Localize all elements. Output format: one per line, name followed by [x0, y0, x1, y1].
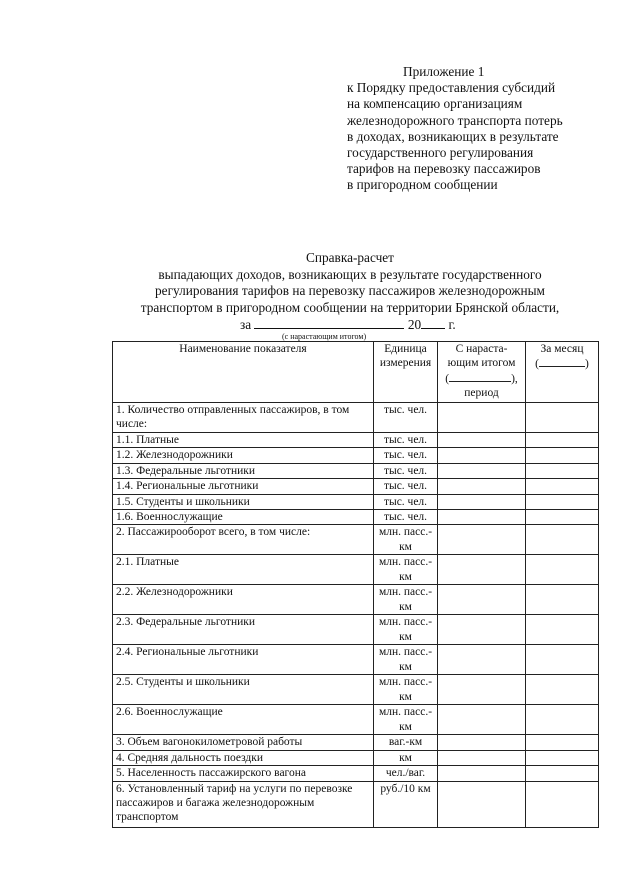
year-blank — [421, 316, 445, 329]
row-cumulative-value[interactable] — [438, 645, 526, 675]
appendix-line: тарифов на перевозку пассажиров — [347, 161, 541, 177]
appendix-line: к Порядку предоставления субсидий — [347, 80, 556, 96]
row-month-value[interactable] — [526, 494, 599, 509]
row-month-value[interactable] — [526, 705, 599, 735]
row-name: 2.4. Региональные льготники — [113, 645, 374, 675]
title-line: транспортом в пригородном сообщении на территории Брянской области, — [140, 299, 560, 315]
period-blank — [254, 316, 404, 329]
row-cumulative-value[interactable] — [438, 781, 526, 827]
row-name: 5. Населенность пассажирского вагона — [113, 766, 374, 781]
row-name: 2.3. Федеральные льготники — [113, 615, 374, 645]
period-year: 20 — [407, 317, 422, 332]
table-row — [113, 525, 599, 555]
data-table — [112, 341, 599, 828]
table-row — [113, 750, 599, 765]
row-month-value[interactable] — [526, 510, 599, 525]
period-line — [240, 316, 456, 333]
row-month-value[interactable] — [526, 585, 599, 615]
row-unit: млн. пасс.-км — [374, 645, 438, 675]
row-cumulative-value[interactable] — [438, 615, 526, 645]
row-unit: тыс. чел. — [374, 448, 438, 463]
row-month-value[interactable] — [526, 781, 599, 827]
row-cumulative-value[interactable] — [438, 448, 526, 463]
row-unit: тыс. чел. — [374, 463, 438, 478]
row-unit: млн. пасс.-км — [374, 585, 438, 615]
row-name: 3. Объем вагонокилометровой работы — [113, 735, 374, 750]
row-unit: чел./ваг. — [374, 766, 438, 781]
row-name: 6. Установленный тариф на услуги по перевозке пассажиров и багажа железнодорожным транспортом — [113, 781, 374, 827]
row-month-value[interactable] — [526, 525, 599, 555]
row-name: 2.5. Студенты и школьники — [113, 675, 374, 705]
row-month-value[interactable] — [526, 645, 599, 675]
row-month-value[interactable] — [526, 463, 599, 478]
header-month: За месяц ( ) — [526, 342, 599, 403]
table-row — [113, 735, 599, 750]
table-row — [113, 615, 599, 645]
row-name: 4. Средняя дальность поездки — [113, 750, 374, 765]
title-line: Справка-расчет — [306, 250, 394, 265]
period-prefix: за — [240, 317, 252, 332]
row-month-value[interactable] — [526, 735, 599, 750]
row-unit: тыс. чел. — [374, 494, 438, 509]
table-row — [113, 675, 599, 705]
appendix-block — [347, 64, 627, 194]
row-cumulative-value[interactable] — [438, 463, 526, 478]
row-unit: тыс. чел. — [374, 479, 438, 494]
row-name: 2.1. Платные — [113, 555, 374, 585]
period-suffix: г. — [448, 317, 456, 332]
document-title — [100, 250, 600, 316]
table-row — [113, 705, 599, 735]
table-row — [113, 463, 599, 478]
row-month-value[interactable] — [526, 615, 599, 645]
row-name: 1. Количество отправленных пассажиров, в том числе: — [113, 403, 374, 433]
row-cumulative-value[interactable] — [438, 479, 526, 494]
row-unit: млн. пасс.-км — [374, 705, 438, 735]
table-row — [113, 479, 599, 494]
table-row — [113, 433, 599, 448]
table-row — [113, 781, 599, 827]
row-cumulative-value[interactable] — [438, 675, 526, 705]
table-row — [113, 585, 599, 615]
row-unit: руб./10 км — [374, 781, 438, 827]
table-row — [113, 403, 599, 433]
header-name: Наименование показателя — [113, 342, 374, 403]
row-unit: млн. пасс.-км — [374, 555, 438, 585]
row-name: 1.4. Региональные льготники — [113, 479, 374, 494]
row-cumulative-value[interactable] — [438, 433, 526, 448]
row-cumulative-value[interactable] — [438, 766, 526, 781]
title-line: регулирования тарифов на перевозку пассажиров железнодорожным — [155, 283, 545, 298]
row-cumulative-value[interactable] — [438, 735, 526, 750]
appendix-line: государственного регулирования — [347, 145, 534, 161]
row-month-value[interactable] — [526, 479, 599, 494]
row-unit: тыс. чел. — [374, 510, 438, 525]
row-name: 1.1. Платные — [113, 433, 374, 448]
row-name: 1.2. Железнодорожники — [113, 448, 374, 463]
table-row — [113, 766, 599, 781]
row-cumulative-value[interactable] — [438, 705, 526, 735]
row-month-value[interactable] — [526, 766, 599, 781]
table-row — [113, 645, 599, 675]
row-name: 1.6. Военнослужащие — [113, 510, 374, 525]
table-row — [113, 510, 599, 525]
table-row — [113, 494, 599, 509]
row-unit: тыс. чел. — [374, 403, 438, 433]
row-cumulative-value[interactable] — [438, 750, 526, 765]
header-unit: Единица измерения — [374, 342, 438, 403]
table-row — [113, 448, 599, 463]
row-name: 2. Пассажирооборот всего, в том числе: — [113, 525, 374, 555]
appendix-line: в пригородном сообщении — [347, 177, 498, 193]
row-name: 1.5. Студенты и школьники — [113, 494, 374, 509]
row-cumulative-value[interactable] — [438, 510, 526, 525]
row-unit: тыс. чел. — [374, 433, 438, 448]
row-month-value[interactable] — [526, 750, 599, 765]
row-month-value[interactable] — [526, 555, 599, 585]
row-name: 2.2. Железнодорожники — [113, 585, 374, 615]
appendix-line: железнодорожного транспорта потерь — [347, 112, 563, 128]
row-cumulative-value[interactable] — [438, 494, 526, 509]
row-name: 2.6. Военнослужащие — [113, 705, 374, 735]
row-unit: млн. пасс.-км — [374, 675, 438, 705]
period-note: (с нарастающим итогом) — [282, 332, 367, 341]
row-unit: млн. пасс.-км — [374, 525, 438, 555]
table-row — [113, 555, 599, 585]
row-cumulative-value[interactable] — [438, 525, 526, 555]
row-month-value[interactable] — [526, 448, 599, 463]
row-cumulative-value[interactable] — [438, 403, 526, 433]
appendix-heading: Приложение 1 — [403, 64, 485, 79]
row-unit: млн. пасс.-км — [374, 615, 438, 645]
row-unit: км — [374, 750, 438, 765]
row-cumulative-value[interactable] — [438, 555, 526, 585]
title-line: выпадающих доходов, возникающих в результате государственного — [158, 266, 542, 282]
appendix-line: на компенсацию организациям — [347, 96, 523, 112]
row-month-value[interactable] — [526, 403, 599, 433]
row-month-value[interactable] — [526, 433, 599, 448]
row-month-value[interactable] — [526, 675, 599, 705]
appendix-line: в доходах, возникающих в результате — [347, 128, 559, 144]
row-name: 1.3. Федеральные льготники — [113, 463, 374, 478]
row-unit: ваг.-км — [374, 735, 438, 750]
header-cumulative: С нараста- ющим итогом ( ), период — [438, 342, 526, 403]
row-cumulative-value[interactable] — [438, 585, 526, 615]
